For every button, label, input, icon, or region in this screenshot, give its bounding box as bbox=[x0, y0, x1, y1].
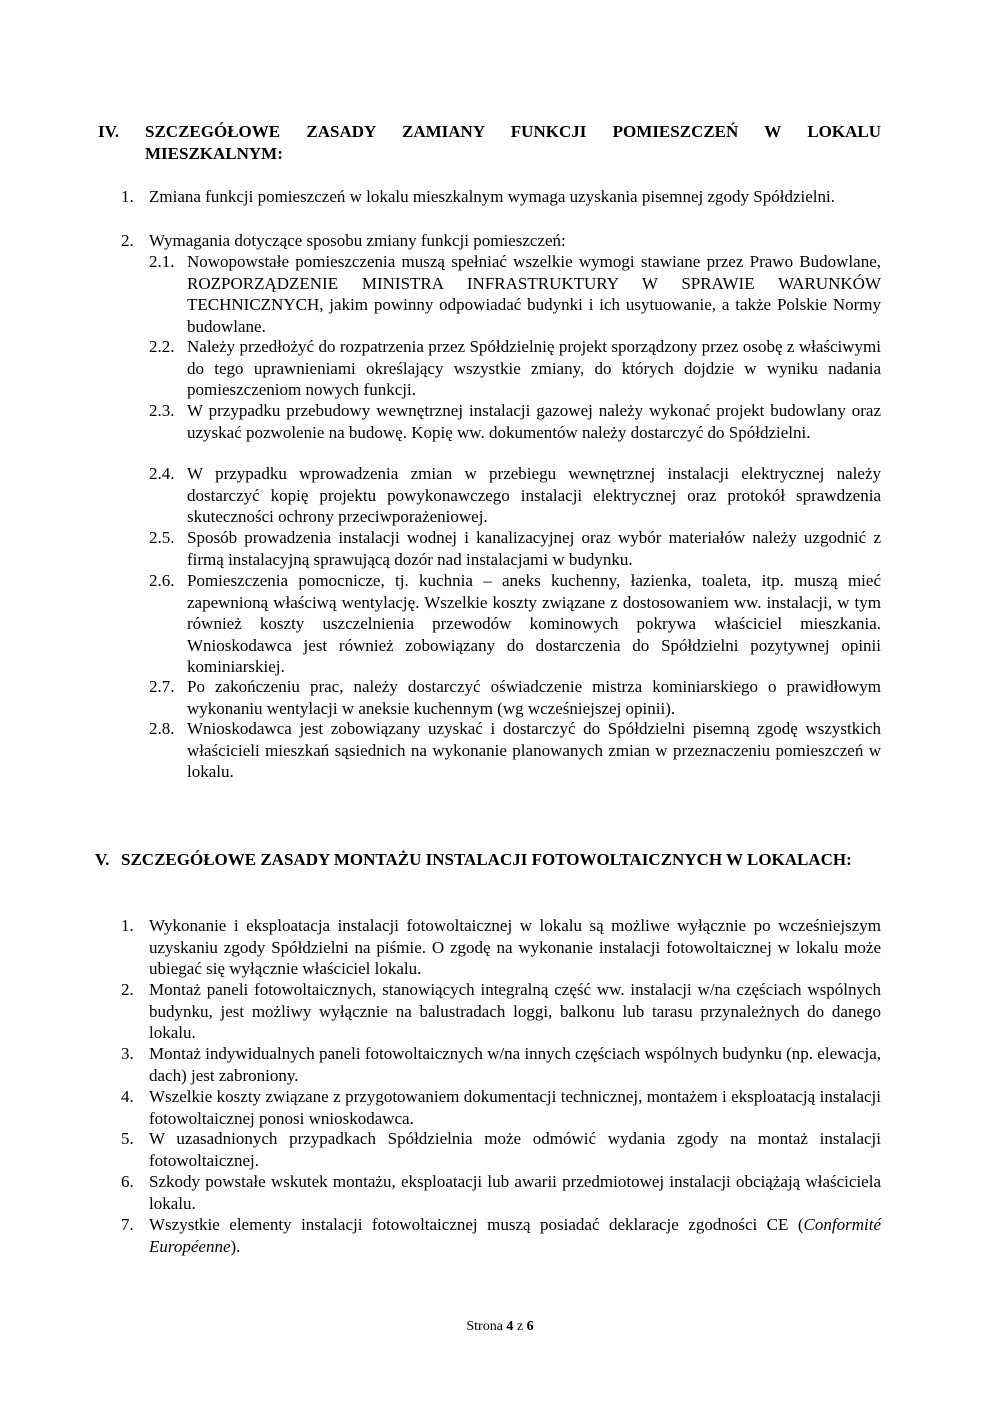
list-item bbox=[121, 186, 881, 208]
sub-list-item bbox=[149, 570, 881, 678]
list-item-number: 5. bbox=[121, 1129, 134, 1148]
sub-item-number: 2.2. bbox=[149, 337, 175, 356]
sub-item-number: 2.3. bbox=[149, 401, 175, 420]
sub-item-text: Wnioskodawca jest zobowiązany uzyskać i dostarczyć do Spółdzielni pisemną zgodę wszystkich właścicieli mieszkań sąsiednich na wykonanie planowanych zmian w przeznaczeniu pomieszczeń w lokalu. bbox=[187, 719, 881, 781]
sub-item-number: 2.8. bbox=[149, 719, 175, 738]
current-page-number: 4 bbox=[506, 1319, 514, 1334]
sub-item-text: W przypadku wprowadzenia zmian w przebiegu wewnętrznej instalacji elektrycznej należy dostarczyć kopię projektu powykonawczego instalacji elektrycznej oraz protokół sprawdzenia skuteczności ochrony przeciwporażeniowej. bbox=[187, 464, 881, 526]
list-item-number: 2. bbox=[121, 231, 134, 250]
list-item-number: 3. bbox=[121, 1044, 134, 1063]
sub-item-number: 2.5. bbox=[149, 528, 175, 547]
list-item-text-italic: Conformité Européenne bbox=[149, 1215, 881, 1256]
list-item-text-after: ). bbox=[230, 1236, 241, 1256]
list-item bbox=[121, 230, 881, 252]
page-of-label: z bbox=[516, 1319, 524, 1334]
sub-list-item bbox=[149, 718, 881, 783]
sub-list-item bbox=[149, 463, 881, 528]
sub-item-text: Nowopowstałe pomieszczenia muszą spełniać wszelkie wymogi stawiane przez Prawo Budowlane, ROZPORZĄDZENIE MINISTRA INFRASTRUKTURY W SPRAWIE WARUNKÓW TECHNICZNYCH, jakim powinny odpowiadać budynki i ich usytuowanie, a także Polskie Normy budowlane. bbox=[187, 252, 881, 336]
total-page-count: 6 bbox=[526, 1319, 534, 1334]
list-item bbox=[121, 1171, 881, 1214]
sub-item-number: 2.7. bbox=[149, 677, 175, 696]
section-number: IV. bbox=[98, 122, 119, 141]
list-item-number: 2. bbox=[121, 980, 134, 999]
list-item-text: Wymagania dotyczące sposobu zmiany funkcji pomieszczeń: bbox=[149, 231, 566, 250]
list-item-text-before: Wszystkie elementy instalacji fotowoltaicznej muszą posiadać deklaracje zgodności CE ( bbox=[149, 1215, 804, 1234]
sub-item-text: Pomieszczenia pomocnicze, tj. kuchnia – aneks kuchenny, łazienka, toaleta, itp. muszą mieć zapewnioną właściwą wentylację. Wszelkie koszty związane z dostosowaniem ww. instalacji, w tym również koszty uszczelnienia przewodów kominowych pokrywa właściciel mieszkania. Wnioskodawca jest również zobowiązany do dostarczenia do Spółdzielni pozytywnej opinii kominiarskiej. bbox=[187, 571, 881, 676]
sub-list-item bbox=[149, 676, 881, 719]
list-item bbox=[121, 1086, 881, 1129]
sub-item-text: Należy przedłożyć do rozpatrzenia przez Spółdzielnię projekt sporządzony przez osobę z właściwymi do tego uprawnieniami określający wszystkie zmiany, do których dojdzie w wyniku nadania pomieszczeniom nowych funkcji. bbox=[187, 337, 881, 399]
list-item-number: 1. bbox=[121, 916, 134, 935]
list-item bbox=[121, 1043, 881, 1086]
list-item-number: 4. bbox=[121, 1087, 134, 1106]
list-item bbox=[121, 915, 881, 980]
sub-item-number: 2.1. bbox=[149, 252, 175, 271]
sub-item-text: Sposób prowadzenia instalacji wodnej i kanalizacyjnej oraz wybór materiałów należy uzgodnić z firmą instalacyjną sprawującą dozór nad instalacjami w budynku. bbox=[187, 528, 881, 569]
list-item-number: 7. bbox=[121, 1215, 134, 1234]
list-item bbox=[121, 1214, 881, 1257]
page-footer bbox=[0, 1316, 1000, 1338]
list-item-text: Wszelkie koszty związane z przygotowaniem dokumentacji technicznej, montażem i eksploatacją instalacji fotowoltaicznej ponosi wnioskodawca. bbox=[149, 1087, 881, 1128]
sub-list-item bbox=[149, 336, 881, 401]
list-item-number: 6. bbox=[121, 1172, 134, 1191]
list-item-text: Wykonanie i eksploatacja instalacji fotowoltaicznej w lokalu są możliwe wyłącznie po wcześniejszym uzyskaniu zgody Spółdzielni na piśmie. O zgodę na wykonanie instalacji fotowoltaicznej w lokalu może ubiegać się wyłącznie właściciel lokalu. bbox=[149, 916, 881, 978]
list-item bbox=[121, 979, 881, 1044]
sub-list-item bbox=[149, 251, 881, 337]
sub-list-item bbox=[149, 527, 881, 570]
list-item-text: Szkody powstałe wskutek montażu, eksploatacji lub awarii przedmiotowej instalacji obciążają właściciela lokalu. bbox=[149, 1172, 881, 1213]
list-item-number: 1. bbox=[121, 187, 134, 206]
list-item-text: Zmiana funkcji pomieszczeń w lokalu mieszkalnym wymaga uzyskania pisemnej zgody Spółdzielni. bbox=[149, 187, 835, 206]
section-title: SZCZEGÓŁOWE ZASADY MONTAŻU INSTALACJI FOTOWOLTAICZNYCH W LOKALACH: bbox=[121, 850, 852, 869]
page-label: Strona bbox=[466, 1319, 503, 1334]
section-title: SZCZEGÓŁOWE ZASADY ZAMIANY FUNKCJI POMIESZCZEŃ W LOKALU MIESZKALNYM: bbox=[145, 122, 881, 163]
list-item-text: Montaż paneli fotowoltaicznych, stanowiących integralną część ww. instalacji w/na częściach wspólnych budynku, jest możliwy wyłącznie na balustradach loggi, balkonu lub tarasu przynależnych do danego lokalu. bbox=[149, 980, 881, 1042]
section-heading bbox=[95, 849, 881, 871]
section-number: V. bbox=[95, 850, 110, 869]
list-item bbox=[121, 1128, 881, 1171]
section-heading bbox=[98, 121, 881, 164]
list-item-text: W uzasadnionych przypadkach Spółdzielnia może odmówić wydania zgody na montaż instalacji fotowoltaicznej. bbox=[149, 1129, 881, 1170]
sub-item-text: W przypadku przebudowy wewnętrznej instalacji gazowej należy wykonać projekt budowlany oraz uzyskać pozwolenie na budowę. Kopię ww. dokumentów należy dostarczyć do Spółdzielni. bbox=[187, 401, 881, 442]
sub-item-number: 2.4. bbox=[149, 464, 175, 483]
list-item-text: Montaż indywidualnych paneli fotowoltaicznych w/na innych częściach wspólnych budynku (np. elewacja, dach) jest zabroniony. bbox=[149, 1044, 881, 1085]
sub-item-number: 2.6. bbox=[149, 571, 175, 590]
sub-list-item bbox=[149, 400, 881, 443]
sub-item-text: Po zakończeniu prac, należy dostarczyć oświadczenie mistrza kominiarskiego o prawidłowym wykonaniu wentylacji w aneksie kuchennym (wg wcześniejszej opinii). bbox=[187, 677, 881, 718]
